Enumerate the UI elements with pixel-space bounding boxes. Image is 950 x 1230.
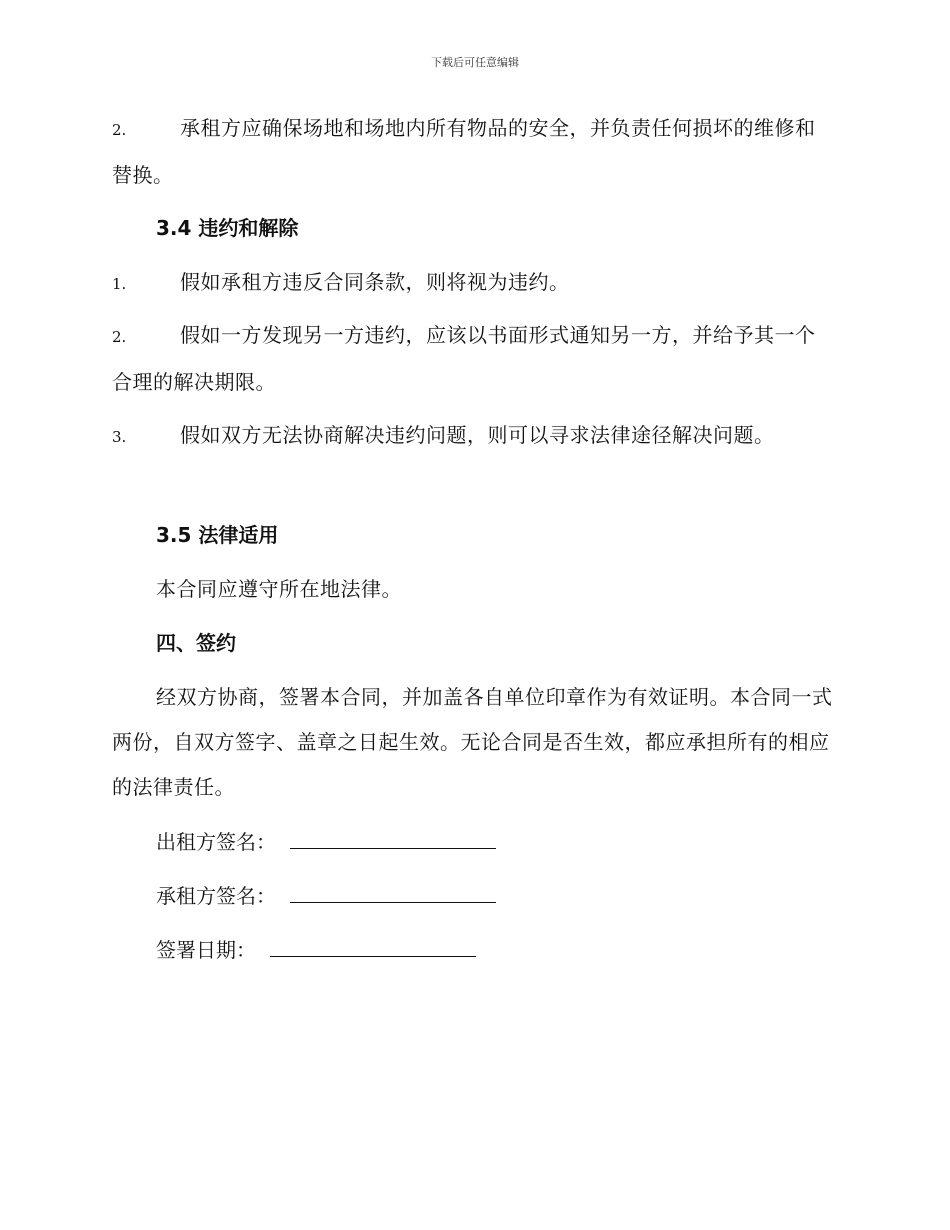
signature-label: 承租方签名：	[156, 884, 276, 908]
signature-line-lessor	[156, 827, 496, 857]
list-item	[112, 413, 834, 460]
item-text: 假如一方发现另一方违约，应该以书面形式通知另一方，并给予其一个合理的解决期限。	[112, 323, 816, 394]
section-heading-breach: 3.4 违约和解除	[156, 216, 299, 240]
signature-blank[interactable]	[290, 830, 496, 849]
signature-label: 出租方签名：	[156, 830, 276, 854]
list-item	[112, 313, 834, 405]
item-text: 承租方应确保场地和场地内所有物品的安全，并负责任何损坏的维修和替换。	[112, 116, 816, 187]
signature-label: 签署日期：	[156, 938, 256, 962]
signature-blank[interactable]	[290, 884, 496, 903]
item-number: 1.	[112, 275, 127, 293]
section-heading-signing: 四、签约	[156, 631, 236, 655]
item-text: 假如双方无法协商解决违约问题，则可以寻求法律途径解决问题。	[180, 423, 775, 447]
signing-paragraph: 经双方协商，签署本合同，并加盖各自单位印章作为有效证明。本合同一式两份，自双方签字、盖章之日起生效。无论合同是否生效，都应承担所有的相应的法律责任。	[112, 685, 833, 799]
section-heading-law: 3.5 法律适用	[156, 523, 279, 547]
law-paragraph: 本合同应遵守所在地法律。	[156, 577, 402, 601]
signature-line-lessee	[156, 881, 496, 911]
item-number: 3.	[112, 428, 127, 446]
list-item	[112, 260, 834, 307]
item-text: 假如承租方违反合同条款，则将视为违约。	[180, 270, 570, 294]
list-item	[112, 106, 834, 198]
page-header: 下载后可任意编辑	[431, 56, 519, 69]
item-number: 2.	[112, 328, 127, 346]
item-number: 2.	[112, 121, 127, 139]
signature-line-date	[156, 935, 476, 965]
date-blank[interactable]	[270, 938, 476, 957]
